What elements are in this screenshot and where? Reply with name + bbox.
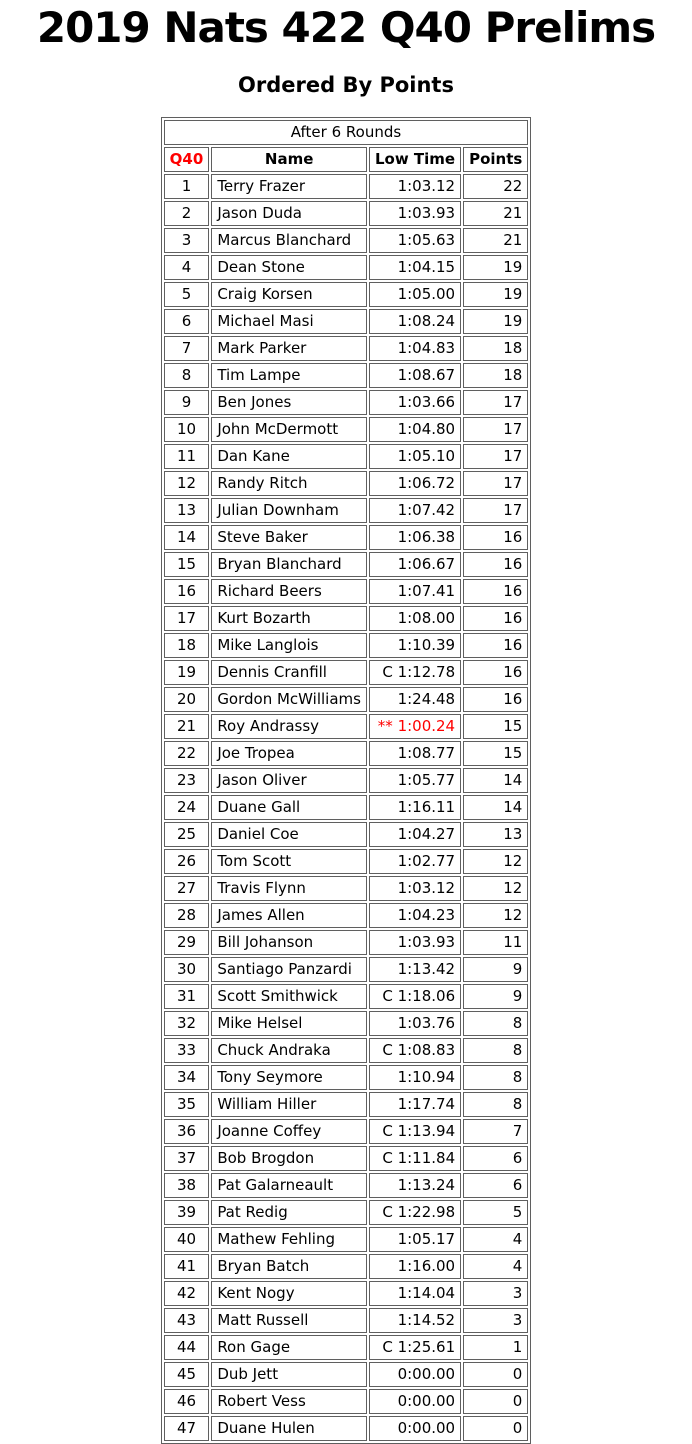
rank-cell: 42 bbox=[164, 1281, 210, 1306]
low-time-cell: 1:24.48 bbox=[369, 687, 461, 712]
table-row bbox=[164, 282, 529, 307]
rank-cell: 13 bbox=[164, 498, 210, 523]
points-cell: 16 bbox=[463, 552, 528, 577]
low-time-cell: 1:10.39 bbox=[369, 633, 461, 658]
name-cell: Mike Helsel bbox=[211, 1011, 367, 1036]
low-time-cell: C 1:13.94 bbox=[369, 1119, 461, 1144]
rank-cell: 17 bbox=[164, 606, 210, 631]
points-cell: 5 bbox=[463, 1200, 528, 1225]
name-cell: Santiago Panzardi bbox=[211, 957, 367, 982]
low-time-cell: 1:08.67 bbox=[369, 363, 461, 388]
low-time-cell: 0:00.00 bbox=[369, 1389, 461, 1414]
name-cell: Dean Stone bbox=[211, 255, 367, 280]
results-table-body bbox=[164, 174, 529, 1441]
points-cell: 8 bbox=[463, 1011, 528, 1036]
table-row bbox=[164, 1362, 529, 1387]
points-cell: 16 bbox=[463, 579, 528, 604]
rank-cell: 1 bbox=[164, 174, 210, 199]
name-cell: Jason Oliver bbox=[211, 768, 367, 793]
name-cell: Kent Nogy bbox=[211, 1281, 367, 1306]
name-cell: Travis Flynn bbox=[211, 876, 367, 901]
points-cell: 18 bbox=[463, 363, 528, 388]
points-cell: 16 bbox=[463, 525, 528, 550]
table-row bbox=[164, 795, 529, 820]
table-row bbox=[164, 309, 529, 334]
table-row bbox=[164, 1092, 529, 1117]
table-row bbox=[164, 957, 529, 982]
rank-cell: 29 bbox=[164, 930, 210, 955]
name-cell: Chuck Andraka bbox=[211, 1038, 367, 1063]
column-header-name: Name bbox=[211, 147, 367, 172]
name-cell: Matt Russell bbox=[211, 1308, 367, 1333]
low-time-cell: 1:06.38 bbox=[369, 525, 461, 550]
results-table bbox=[161, 117, 532, 1444]
low-time-cell: 1:05.63 bbox=[369, 228, 461, 253]
points-cell: 4 bbox=[463, 1227, 528, 1252]
column-header-q40: Q40 bbox=[164, 147, 210, 172]
low-time-cell: C 1:25.61 bbox=[369, 1335, 461, 1360]
rank-cell: 15 bbox=[164, 552, 210, 577]
name-cell: Dub Jett bbox=[211, 1362, 367, 1387]
points-cell: 19 bbox=[463, 309, 528, 334]
low-time-cell: 1:08.24 bbox=[369, 309, 461, 334]
rank-cell: 44 bbox=[164, 1335, 210, 1360]
name-cell: Richard Beers bbox=[211, 579, 367, 604]
points-cell: 15 bbox=[463, 741, 528, 766]
name-cell: Marcus Blanchard bbox=[211, 228, 367, 253]
table-row bbox=[164, 552, 529, 577]
rank-cell: 3 bbox=[164, 228, 210, 253]
points-cell: 17 bbox=[463, 471, 528, 496]
points-cell: 21 bbox=[463, 228, 528, 253]
name-cell: Bryan Blanchard bbox=[211, 552, 367, 577]
name-cell: Jason Duda bbox=[211, 201, 367, 226]
low-time-cell: ** 1:00.24 bbox=[369, 714, 461, 739]
low-time-cell: 1:05.10 bbox=[369, 444, 461, 469]
name-cell: Tom Scott bbox=[211, 849, 367, 874]
points-cell: 8 bbox=[463, 1092, 528, 1117]
low-time-cell: C 1:12.78 bbox=[369, 660, 461, 685]
points-cell: 17 bbox=[463, 498, 528, 523]
rank-cell: 41 bbox=[164, 1254, 210, 1279]
name-cell: Dennis Cranfill bbox=[211, 660, 367, 685]
low-time-cell: 1:13.42 bbox=[369, 957, 461, 982]
low-time-cell: C 1:22.98 bbox=[369, 1200, 461, 1225]
name-cell: John McDermott bbox=[211, 417, 367, 442]
points-cell: 9 bbox=[463, 984, 528, 1009]
rank-cell: 39 bbox=[164, 1200, 210, 1225]
table-row bbox=[164, 1416, 529, 1441]
table-row bbox=[164, 228, 529, 253]
rank-cell: 14 bbox=[164, 525, 210, 550]
name-cell: Scott Smithwick bbox=[211, 984, 367, 1009]
name-cell: Mike Langlois bbox=[211, 633, 367, 658]
table-row bbox=[164, 1254, 529, 1279]
low-time-cell: 1:04.83 bbox=[369, 336, 461, 361]
table-row bbox=[164, 579, 529, 604]
points-cell: 3 bbox=[463, 1308, 528, 1333]
table-row bbox=[164, 255, 529, 280]
table-row bbox=[164, 525, 529, 550]
name-cell: Duane Gall bbox=[211, 795, 367, 820]
results-table-head bbox=[164, 120, 529, 172]
table-row bbox=[164, 471, 529, 496]
rank-cell: 7 bbox=[164, 336, 210, 361]
rank-cell: 19 bbox=[164, 660, 210, 685]
rank-cell: 36 bbox=[164, 1119, 210, 1144]
points-cell: 8 bbox=[463, 1065, 528, 1090]
rank-cell: 5 bbox=[164, 282, 210, 307]
low-time-cell: 1:14.52 bbox=[369, 1308, 461, 1333]
points-cell: 18 bbox=[463, 336, 528, 361]
rank-cell: 4 bbox=[164, 255, 210, 280]
table-row bbox=[164, 363, 529, 388]
rank-cell: 8 bbox=[164, 363, 210, 388]
rank-cell: 30 bbox=[164, 957, 210, 982]
rank-cell: 26 bbox=[164, 849, 210, 874]
points-cell: 4 bbox=[463, 1254, 528, 1279]
low-time-cell: 1:04.80 bbox=[369, 417, 461, 442]
rank-cell: 28 bbox=[164, 903, 210, 928]
points-cell: 16 bbox=[463, 633, 528, 658]
table-row bbox=[164, 876, 529, 901]
rank-cell: 6 bbox=[164, 309, 210, 334]
name-cell: Mark Parker bbox=[211, 336, 367, 361]
low-time-cell: 0:00.00 bbox=[369, 1362, 461, 1387]
rank-cell: 33 bbox=[164, 1038, 210, 1063]
points-cell: 16 bbox=[463, 660, 528, 685]
table-row bbox=[164, 417, 529, 442]
points-cell: 9 bbox=[463, 957, 528, 982]
rank-cell: 38 bbox=[164, 1173, 210, 1198]
low-time-cell: 1:16.00 bbox=[369, 1254, 461, 1279]
table-caption-row bbox=[164, 120, 529, 145]
low-time-cell: 1:14.04 bbox=[369, 1281, 461, 1306]
name-cell: Bryan Batch bbox=[211, 1254, 367, 1279]
rank-cell: 47 bbox=[164, 1416, 210, 1441]
points-cell: 16 bbox=[463, 687, 528, 712]
rank-cell: 40 bbox=[164, 1227, 210, 1252]
rank-cell: 43 bbox=[164, 1308, 210, 1333]
rank-cell: 24 bbox=[164, 795, 210, 820]
table-row bbox=[164, 768, 529, 793]
name-cell: Duane Hulen bbox=[211, 1416, 367, 1441]
points-cell: 0 bbox=[463, 1389, 528, 1414]
low-time-cell: 1:03.76 bbox=[369, 1011, 461, 1036]
page-subtitle: Ordered By Points bbox=[238, 73, 454, 97]
table-row bbox=[164, 714, 529, 739]
low-time-cell: 1:05.77 bbox=[369, 768, 461, 793]
rank-cell: 21 bbox=[164, 714, 210, 739]
points-cell: 14 bbox=[463, 768, 528, 793]
low-time-cell: 1:05.17 bbox=[369, 1227, 461, 1252]
name-cell: Randy Ritch bbox=[211, 471, 367, 496]
points-cell: 16 bbox=[463, 606, 528, 631]
name-cell: Michael Masi bbox=[211, 309, 367, 334]
name-cell: Daniel Coe bbox=[211, 822, 367, 847]
points-cell: 17 bbox=[463, 444, 528, 469]
table-row bbox=[164, 903, 529, 928]
low-time-cell: C 1:18.06 bbox=[369, 984, 461, 1009]
name-cell: Bill Johanson bbox=[211, 930, 367, 955]
table-row bbox=[164, 174, 529, 199]
low-time-cell: 1:05.00 bbox=[369, 282, 461, 307]
rank-cell: 23 bbox=[164, 768, 210, 793]
table-row bbox=[164, 336, 529, 361]
low-time-cell: 1:03.12 bbox=[369, 876, 461, 901]
table-row bbox=[164, 687, 529, 712]
table-row bbox=[164, 1200, 529, 1225]
table-row bbox=[164, 660, 529, 685]
table-row bbox=[164, 633, 529, 658]
table-row bbox=[164, 1227, 529, 1252]
page-title: 2019 Nats 422 Q40 Prelims bbox=[36, 3, 656, 52]
name-cell: Ben Jones bbox=[211, 390, 367, 415]
table-row bbox=[164, 1038, 529, 1063]
rank-cell: 25 bbox=[164, 822, 210, 847]
rank-cell: 20 bbox=[164, 687, 210, 712]
low-time-cell: C 1:11.84 bbox=[369, 1146, 461, 1171]
table-row bbox=[164, 390, 529, 415]
rank-cell: 37 bbox=[164, 1146, 210, 1171]
table-row bbox=[164, 984, 529, 1009]
table-row bbox=[164, 1065, 529, 1090]
name-cell: Mathew Fehling bbox=[211, 1227, 367, 1252]
points-cell: 1 bbox=[463, 1335, 528, 1360]
table-row bbox=[164, 1011, 529, 1036]
low-time-cell: 1:17.74 bbox=[369, 1092, 461, 1117]
column-header-low-time: Low Time bbox=[369, 147, 461, 172]
low-time-cell: 1:08.77 bbox=[369, 741, 461, 766]
low-time-cell: 1:04.27 bbox=[369, 822, 461, 847]
points-cell: 11 bbox=[463, 930, 528, 955]
rank-cell: 35 bbox=[164, 1092, 210, 1117]
low-time-cell: 1:03.93 bbox=[369, 201, 461, 226]
points-cell: 17 bbox=[463, 417, 528, 442]
low-time-cell: 1:13.24 bbox=[369, 1173, 461, 1198]
table-row bbox=[164, 849, 529, 874]
name-cell: Joanne Coffey bbox=[211, 1119, 367, 1144]
points-cell: 19 bbox=[463, 255, 528, 280]
rank-cell: 32 bbox=[164, 1011, 210, 1036]
table-header-row bbox=[164, 147, 529, 172]
points-cell: 3 bbox=[463, 1281, 528, 1306]
low-time-cell: 0:00.00 bbox=[369, 1416, 461, 1441]
name-cell: Roy Andrassy bbox=[211, 714, 367, 739]
low-time-cell: 1:06.72 bbox=[369, 471, 461, 496]
name-cell: William Hiller bbox=[211, 1092, 367, 1117]
points-cell: 8 bbox=[463, 1038, 528, 1063]
points-cell: 0 bbox=[463, 1362, 528, 1387]
low-time-cell: 1:10.94 bbox=[369, 1065, 461, 1090]
points-cell: 6 bbox=[463, 1146, 528, 1171]
table-row bbox=[164, 1146, 529, 1171]
low-time-cell: 1:03.93 bbox=[369, 930, 461, 955]
table-row bbox=[164, 1281, 529, 1306]
name-cell: Bob Brogdon bbox=[211, 1146, 367, 1171]
low-time-cell: C 1:08.83 bbox=[369, 1038, 461, 1063]
table-row bbox=[164, 1308, 529, 1333]
name-cell: James Allen bbox=[211, 903, 367, 928]
points-cell: 12 bbox=[463, 849, 528, 874]
name-cell: Ron Gage bbox=[211, 1335, 367, 1360]
points-cell: 19 bbox=[463, 282, 528, 307]
low-time-cell: 1:02.77 bbox=[369, 849, 461, 874]
table-row bbox=[164, 201, 529, 226]
points-cell: 21 bbox=[463, 201, 528, 226]
rank-cell: 34 bbox=[164, 1065, 210, 1090]
name-cell: Robert Vess bbox=[211, 1389, 367, 1414]
rank-cell: 12 bbox=[164, 471, 210, 496]
rank-cell: 45 bbox=[164, 1362, 210, 1387]
name-cell: Steve Baker bbox=[211, 525, 367, 550]
name-cell: Julian Downham bbox=[211, 498, 367, 523]
name-cell: Tony Seymore bbox=[211, 1065, 367, 1090]
table-row bbox=[164, 822, 529, 847]
name-cell: Dan Kane bbox=[211, 444, 367, 469]
points-cell: 15 bbox=[463, 714, 528, 739]
points-cell: 17 bbox=[463, 390, 528, 415]
low-time-cell: 1:03.12 bbox=[369, 174, 461, 199]
low-time-cell: 1:16.11 bbox=[369, 795, 461, 820]
points-cell: 14 bbox=[463, 795, 528, 820]
table-row bbox=[164, 1389, 529, 1414]
low-time-cell: 1:04.15 bbox=[369, 255, 461, 280]
name-cell: Kurt Bozarth bbox=[211, 606, 367, 631]
table-caption: After 6 Rounds bbox=[164, 120, 529, 145]
rank-cell: 10 bbox=[164, 417, 210, 442]
table-row bbox=[164, 741, 529, 766]
points-cell: 12 bbox=[463, 876, 528, 901]
table-row bbox=[164, 444, 529, 469]
rank-cell: 2 bbox=[164, 201, 210, 226]
points-cell: 6 bbox=[463, 1173, 528, 1198]
name-cell: Tim Lampe bbox=[211, 363, 367, 388]
points-cell: 12 bbox=[463, 903, 528, 928]
column-header-points: Points bbox=[463, 147, 528, 172]
low-time-cell: 1:04.23 bbox=[369, 903, 461, 928]
name-cell: Pat Redig bbox=[211, 1200, 367, 1225]
low-time-cell: 1:07.41 bbox=[369, 579, 461, 604]
table-row bbox=[164, 930, 529, 955]
low-time-cell: 1:08.00 bbox=[369, 606, 461, 631]
table-row bbox=[164, 1173, 529, 1198]
table-row bbox=[164, 606, 529, 631]
name-cell: Joe Tropea bbox=[211, 741, 367, 766]
points-cell: 7 bbox=[463, 1119, 528, 1144]
points-cell: 22 bbox=[463, 174, 528, 199]
rank-cell: 46 bbox=[164, 1389, 210, 1414]
rank-cell: 27 bbox=[164, 876, 210, 901]
rank-cell: 16 bbox=[164, 579, 210, 604]
rank-cell: 22 bbox=[164, 741, 210, 766]
low-time-cell: 1:06.67 bbox=[369, 552, 461, 577]
points-cell: 0 bbox=[463, 1416, 528, 1441]
name-cell: Craig Korsen bbox=[211, 282, 367, 307]
low-time-cell: 1:03.66 bbox=[369, 390, 461, 415]
name-cell: Gordon McWilliams bbox=[211, 687, 367, 712]
rank-cell: 11 bbox=[164, 444, 210, 469]
name-cell: Terry Frazer bbox=[211, 174, 367, 199]
table-row bbox=[164, 498, 529, 523]
name-cell: Pat Galarneault bbox=[211, 1173, 367, 1198]
points-cell: 13 bbox=[463, 822, 528, 847]
rank-cell: 31 bbox=[164, 984, 210, 1009]
low-time-cell: 1:07.42 bbox=[369, 498, 461, 523]
rank-cell: 9 bbox=[164, 390, 210, 415]
rank-cell: 18 bbox=[164, 633, 210, 658]
table-row bbox=[164, 1119, 529, 1144]
table-row bbox=[164, 1335, 529, 1360]
